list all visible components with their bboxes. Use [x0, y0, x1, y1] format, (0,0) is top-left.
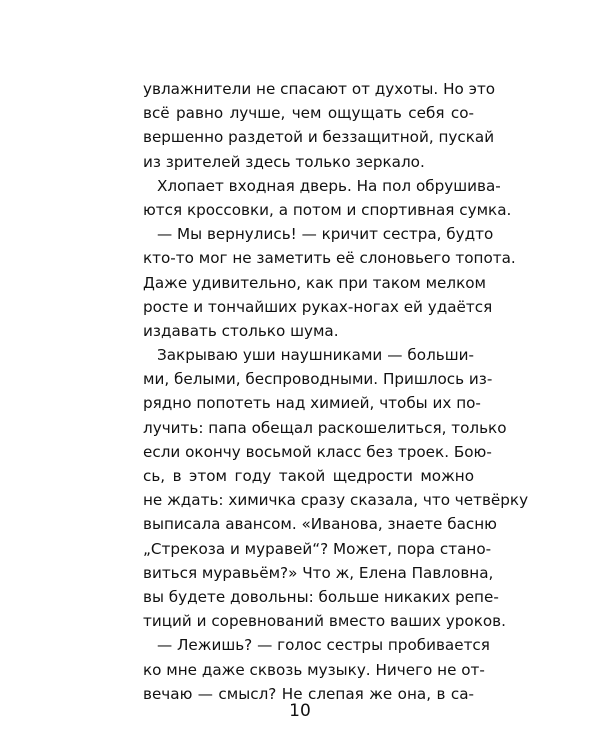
text-line: вечаю — смысл? Не слепая же она, в са- — [143, 684, 474, 703]
text-line: увлажнители не спасают от духоты. Но это — [143, 80, 496, 98]
text-line: — Мы вернулись! — кричит сестра, будто — [157, 225, 494, 244]
text-line: росте и тончайших руках-ногах ей удаётся — [143, 297, 493, 316]
text-line: виться муравьём?» Что ж, Елена Павловна, — [143, 563, 494, 582]
text-line: если окончу восьмой класс без троек. Бою- — [143, 442, 492, 461]
text-line: — Лежишь? — голос сестры пробивается — [157, 636, 490, 655]
text-line: Даже удивительно, как при таком мелком — [143, 273, 487, 292]
text-line: издавать столько шума. — [143, 321, 339, 340]
text-line: рядно попотеть над химией, чтобы их по- — [143, 394, 481, 413]
text-line: не ждать: химичка сразу сказала, что четвёрку — [143, 491, 529, 510]
text-line: Закрываю уши наушниками — больши- — [157, 346, 474, 365]
text-line: вершенно раздетой и беззащитной, пускай — [143, 128, 495, 147]
text-line: лучить: папа обещал раскошелиться, только — [143, 418, 507, 437]
page-number: 10 — [289, 701, 311, 721]
text-line: кто-то мог не заметить её слоновьего топота. — [143, 249, 516, 268]
text-line: „Стрекоза и муравей“? Может, пора стано- — [143, 539, 492, 558]
text-line: ко мне даже сквозь музыку. Ничего не от- — [143, 660, 485, 679]
text-line: Хлопает входная дверь. На пол обрушива- — [157, 176, 501, 195]
text-line: тиций и соревнований вместо ваших уроков. — [143, 612, 506, 631]
text-line: вы будете довольны: больше никаких репе- — [143, 587, 499, 606]
text-line: всё равно лучше, чем ощущать себя со- — [143, 104, 474, 123]
body-text — [143, 77, 529, 706]
text-line: сь, в этом году такой щедрости можно — [143, 467, 474, 485]
text-line: ются кроссовки, а потом и спортивная сумка. — [143, 200, 512, 219]
text-line: ми, белыми, беспроводными. Пришлось из- — [143, 370, 493, 389]
text-line: из зрителей здесь только зеркало. — [143, 152, 425, 171]
text-line: выписала авансом. «Иванова, знаете басню — [143, 515, 497, 534]
